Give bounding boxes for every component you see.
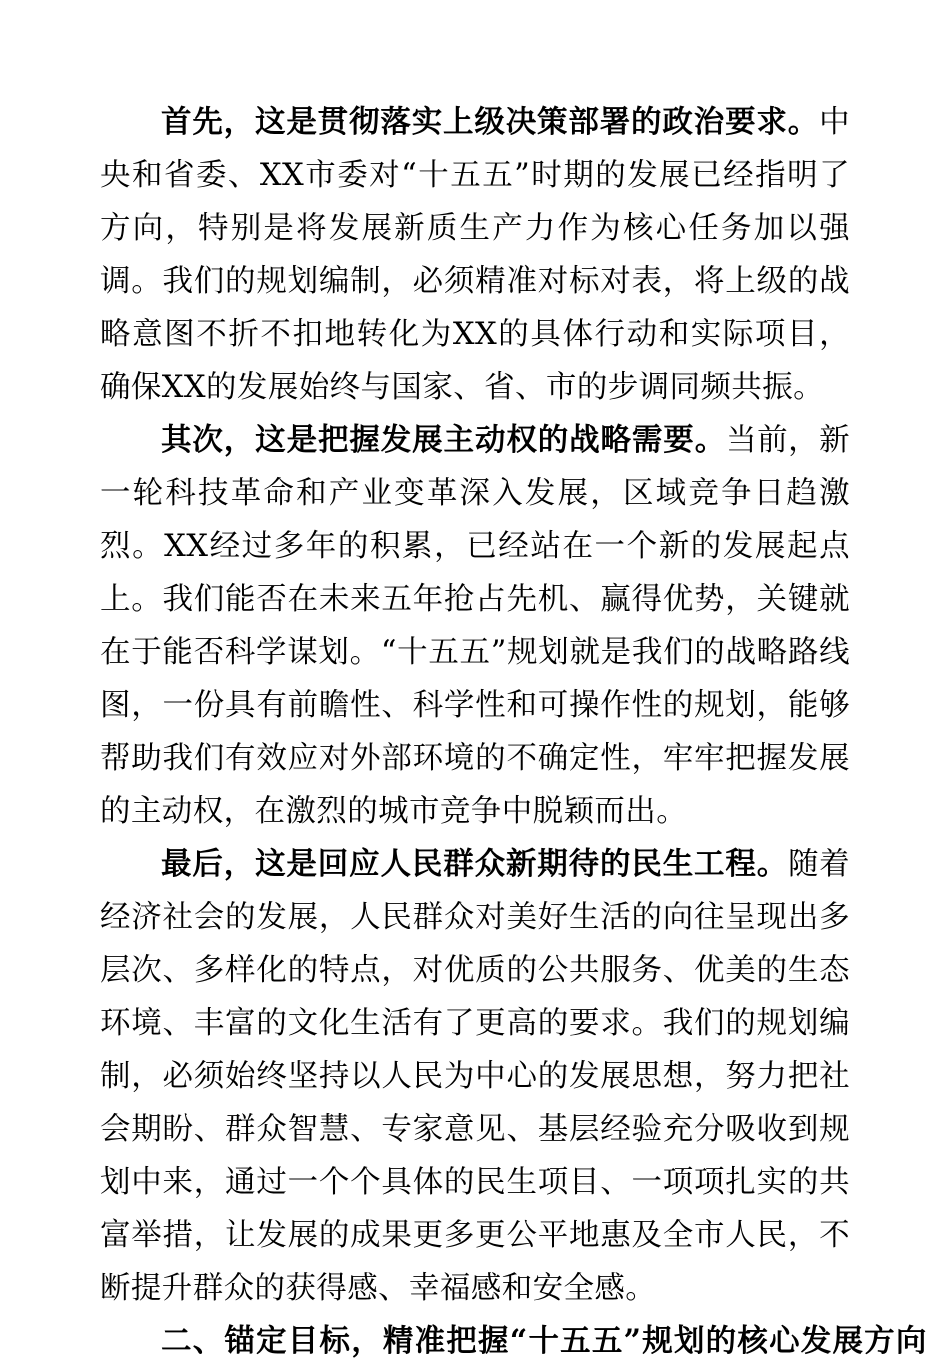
section-heading-two: 二、锚定目标，精准把握“十五五”规划的核心发展方向 <box>161 1323 928 1359</box>
paragraph-first-body: 中央和省委、XX市委对“十五五”时期的发展已经指明了方向，特别是将发展新质生产力作为核心任务加以强调。我们的规划编制，必须精准对标对表，将上级的战略意图不折不扣地转化为XX的具体行动和实际项目，确保XX的发展始终与国家、省、市的步调同频共振。 <box>100 105 850 405</box>
paragraph-second <box>100 414 850 838</box>
paragraph-third <box>100 838 850 1315</box>
paragraph-first-lead: 首先，这是贯彻落实上级决策部署的政治要求。 <box>161 104 820 140</box>
paragraph-third-body: 随着经济社会的发展，人民群众对美好生活的向往呈现出多层次、多样化的特点，对优质的公共服务、优美的生态环境、丰富的文化生活有了更高的要求。我们的规划编制，必须始终坚持以人民为中心的发展思想，努力把社会期盼、群众智慧、专家意见、基层经验充分吸收到规划中来，通过一个个具体的民生项目、一项项扎实的共富举措，让发展的成果更多更公平地惠及全市人民，不断提升群众的获得感、幸福感和安全感。 <box>100 847 850 1306</box>
document-body <box>100 96 928 1368</box>
paragraph-first <box>100 96 850 414</box>
paragraph-second-body: 当前，新一轮科技革命和产业变革深入发展，区域竞争日趋激烈。XX经过多年的积累，已经站在一个新的发展起点上。我们能否在未来五年抢占先机、赢得优势，关键就在于能否科学谋划。“十五五”规划就是我们的战略路线图，一份具有前瞻性、科学性和可操作性的规划，能够帮助我们有效应对外部环境的不确定性，牢牢把握发展的主动权，在激烈的城市竞争中脱颖而出。 <box>100 423 850 829</box>
paragraph-third-lead: 最后，这是回应人民群众新期待的民生工程。 <box>161 846 789 882</box>
paragraph-second-lead: 其次，这是把握发展主动权的战略需要。 <box>161 422 727 458</box>
